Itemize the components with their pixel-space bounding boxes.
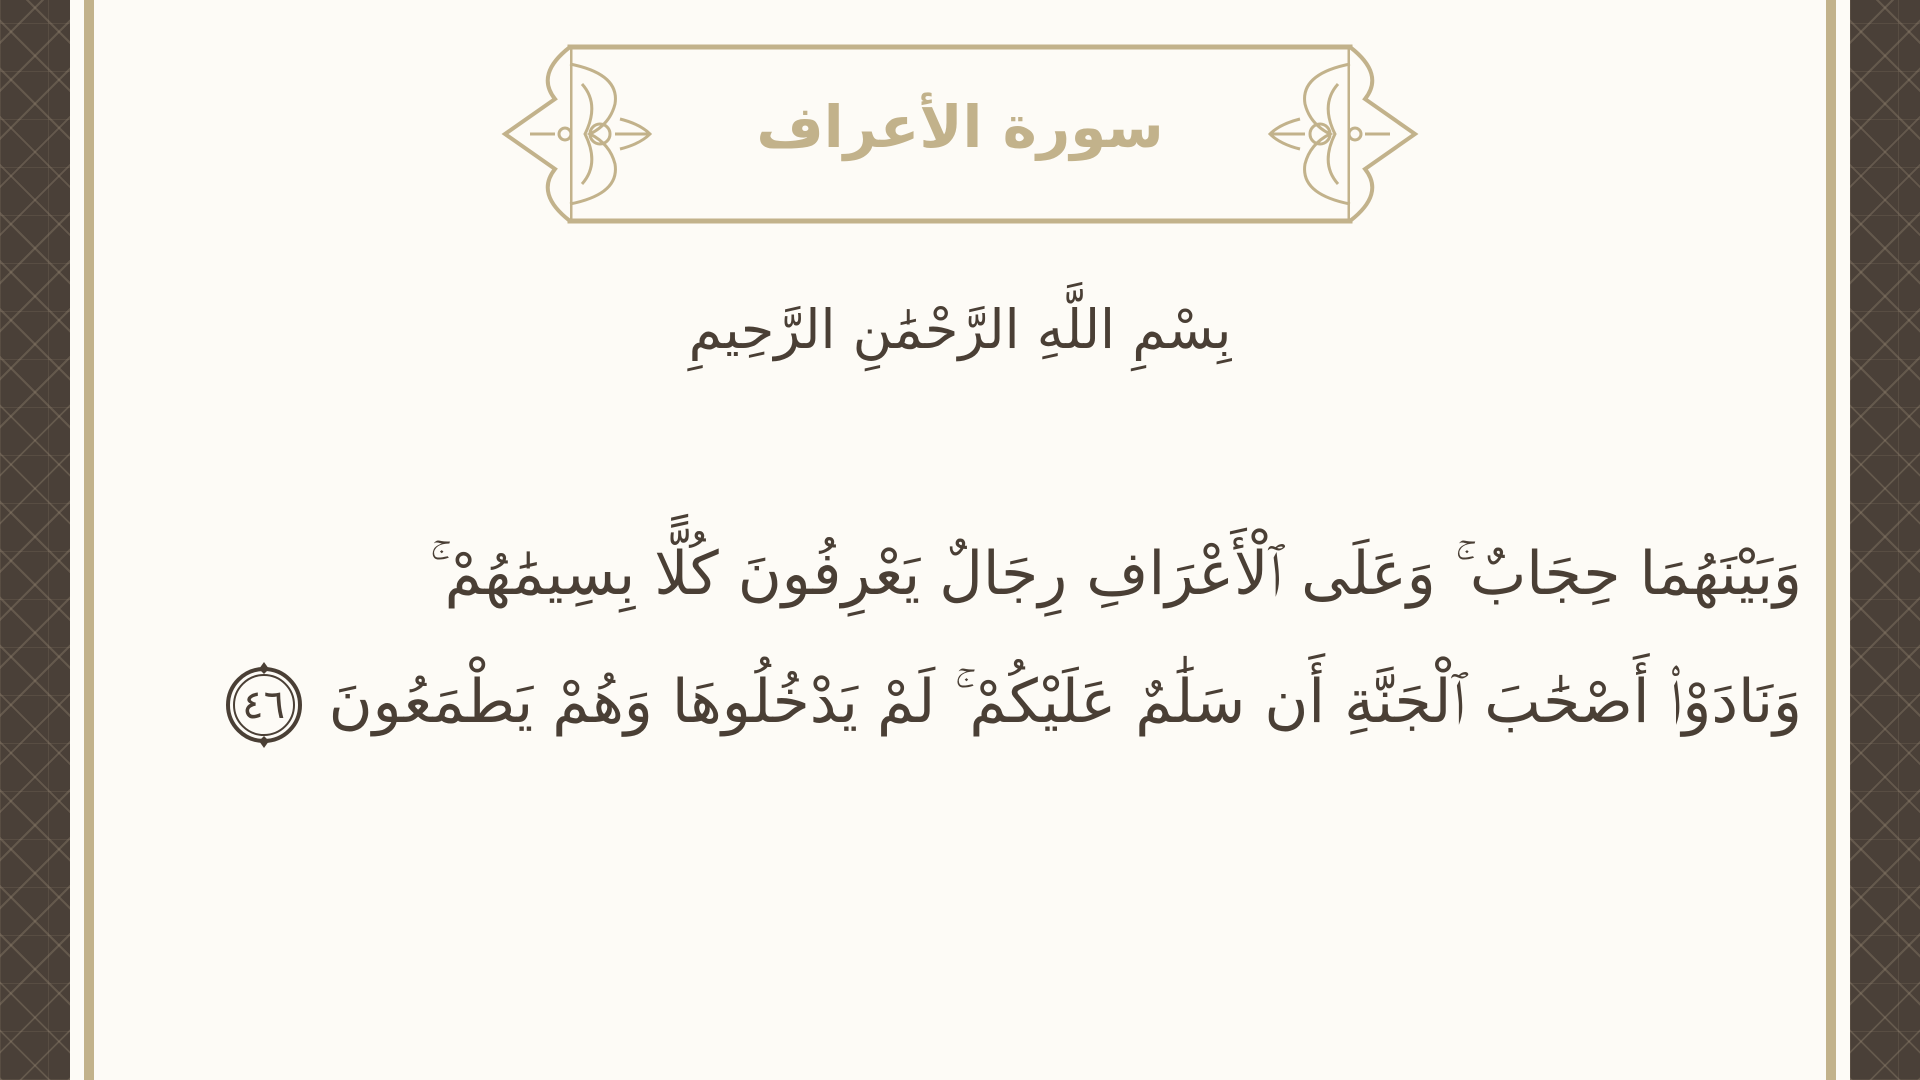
- left-gold-rule: [84, 0, 94, 1080]
- ayah-end-marker: [221, 662, 307, 748]
- right-ornamental-border: [1850, 0, 1920, 1080]
- surah-title: سورة الأعراف: [756, 93, 1164, 161]
- left-ornamental-border: [0, 0, 70, 1080]
- verse-line-2-text: وَنَادَوْا۟ أَصْحَٰبَ ٱلْجَنَّةِ أَن سَلَٰمٌ عَلَيْكُمْ ۚ لَمْ يَدْخُلُوهَا وَهُمْ يَطْمَعُونَ: [328, 667, 1802, 737]
- verse-text: [142, 510, 1802, 766]
- verse-line-1: وَبَيْنَهُمَا حِجَابٌ ۚ وَعَلَى ٱلْأَعْرَافِ رِجَالٌ يَعْرِفُونَ كُلًّا بِسِيمَٰهُمْ ۚ: [429, 539, 1802, 609]
- basmala: بِسْمِ اللَّهِ الرَّحْمَٰنِ الرَّحِيمِ: [688, 298, 1232, 361]
- verse-line-2: [142, 638, 1802, 766]
- ayah-number: ٤٦: [242, 682, 286, 729]
- surah-title-frame: [500, 44, 1420, 224]
- right-gold-rule: [1826, 0, 1836, 1080]
